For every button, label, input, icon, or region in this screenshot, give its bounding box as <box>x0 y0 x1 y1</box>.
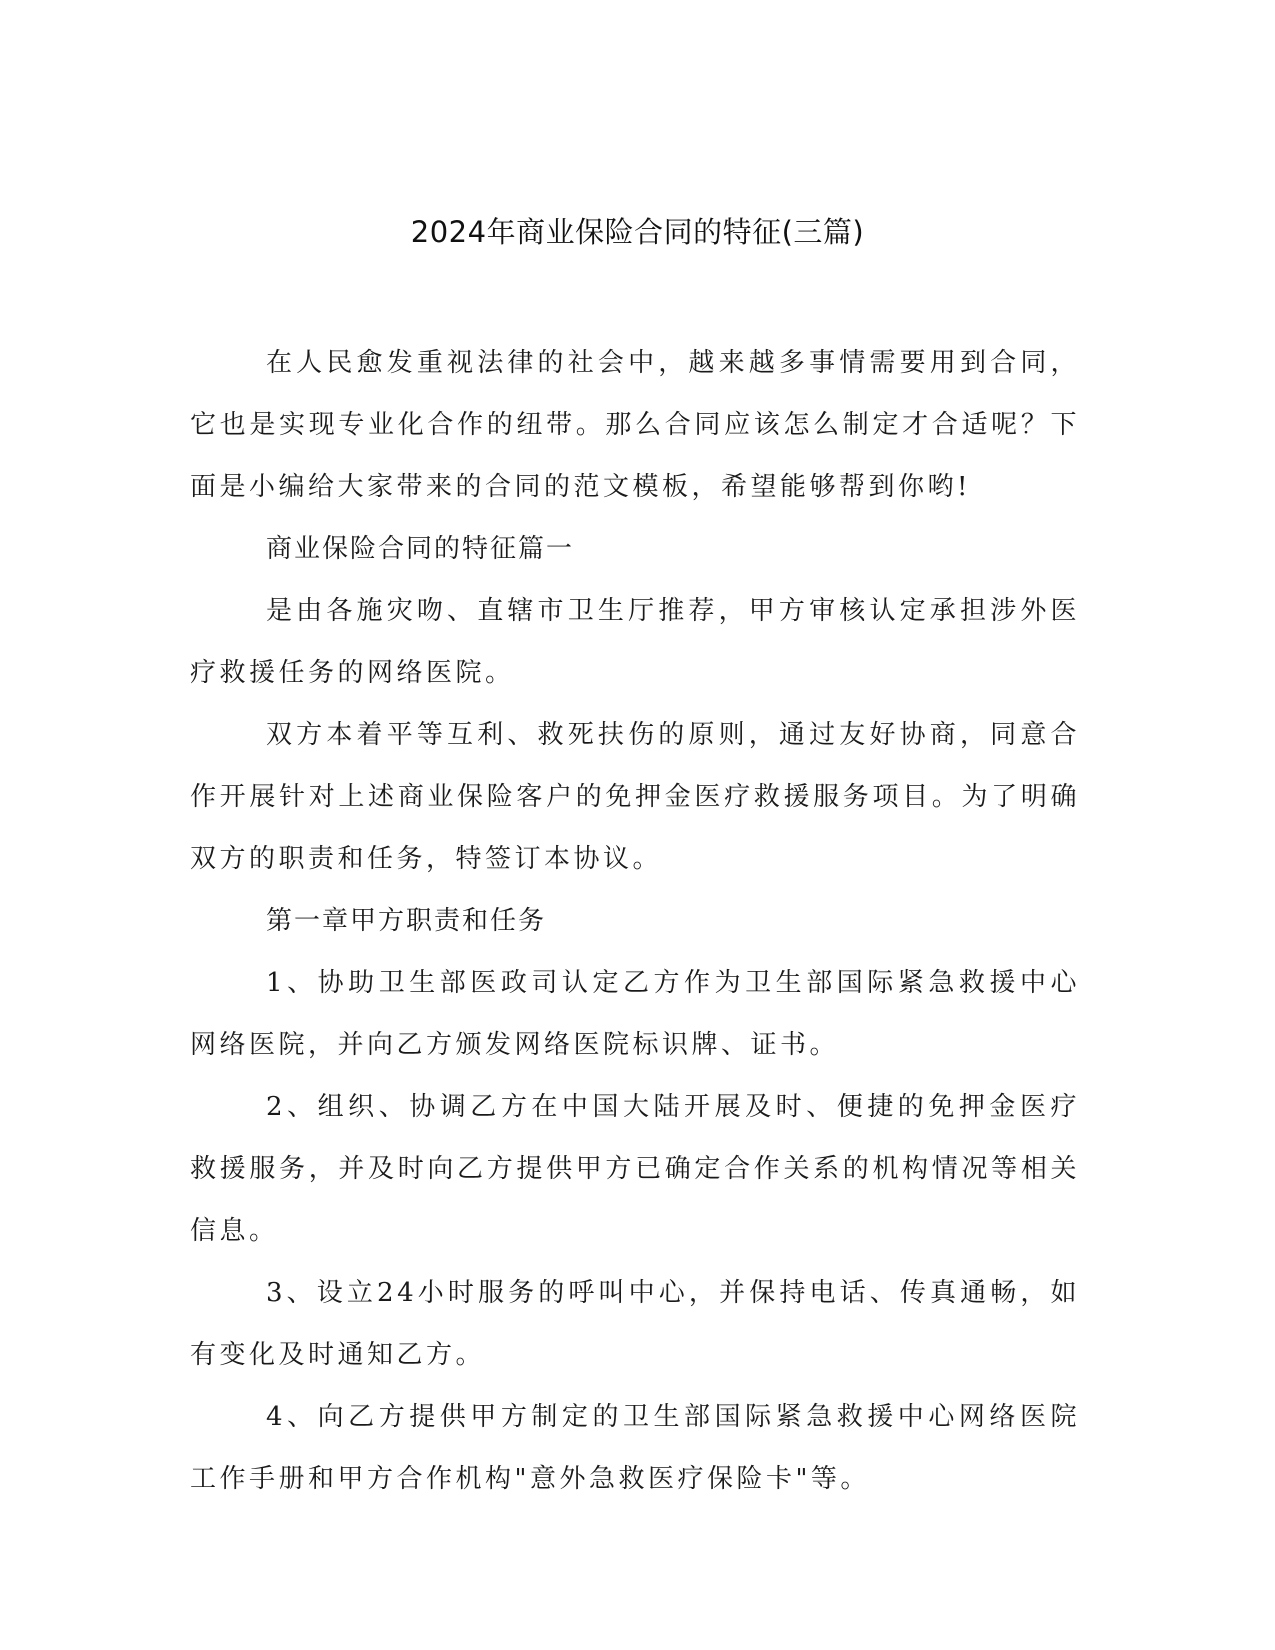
document-body <box>190 332 1080 1510</box>
list-item-1: 1、协助卫生部医政司认定乙方作为卫生部国际紧急救援中心网络医院，并向乙方颁发网络医院标识牌、证书。 <box>190 968 1080 1060</box>
document-title: 2024年商业保险合同的特征(三篇) <box>410 215 865 249</box>
intro-paragraph: 在人民愈发重视法律的社会中，越来越多事情需要用到合同，它也是实现专业化合作的纽带。那么合同应该怎么制定才合适呢？下面是小编给大家带来的合同的范文模板，希望能够帮到你哟! <box>190 348 1080 502</box>
body-paragraph: 是由各施灾吻、直辖市卫生厅推荐，甲方审核认定承担涉外医疗救援任务的网络医院。 <box>190 596 1080 688</box>
list-item-3: 3、设立24小时服务的呼叫中心，并保持电话、传真通畅，如有变化及时通知乙方。 <box>190 1278 1080 1370</box>
list-item-2: 2、组织、协调乙方在中国大陆开展及时、便捷的免押金医疗救援服务，并及时向乙方提供甲方已确定合作关系的机构情况等相关信息。 <box>190 1092 1080 1246</box>
chapter-heading: 第一章甲方职责和任务 <box>266 906 547 936</box>
list-item-4: 4、向乙方提供甲方制定的卫生部国际紧急救援中心网络医院工作手册和甲方合作机构"意外急救医疗保险卡"等。 <box>190 1402 1080 1494</box>
body-paragraph: 双方本着平等互利、救死扶伤的原则，通过友好协商，同意合作开展针对上述商业保险客户的免押金医疗救援服务项目。为了明确双方的职责和任务，特签订本协议。 <box>190 720 1080 874</box>
section-heading-part-one: 商业保险合同的特征篇一 <box>266 534 575 564</box>
